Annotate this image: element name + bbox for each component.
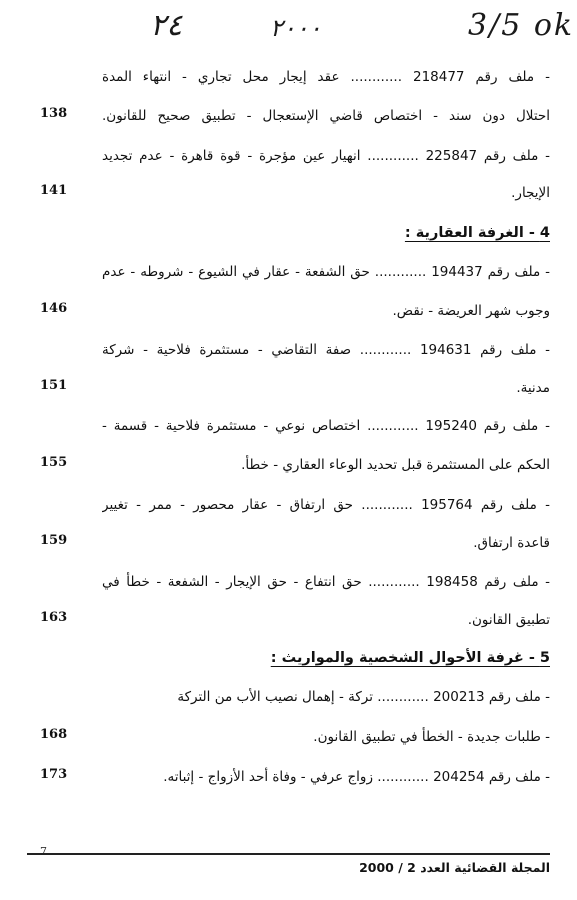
- entry-line: - ملف رقم 195240 ............ اختصاص نوعي - مستثمرة فلاحية - قسمة -: [102, 418, 550, 434]
- entry-line: وجوب شهر العريضة - نقض.: [392, 303, 550, 319]
- page-number: 138: [40, 106, 68, 121]
- page-number: 146: [40, 301, 68, 316]
- page-number: 159: [40, 533, 68, 548]
- entry-line: - ملف رقم 195764 ............ حق ارتفاق - عقار محصور - ممر - تغيير: [102, 497, 550, 513]
- entry-line: - ملف رقم 194437 ............ حق الشفعة - عقار في الشيوع - شروطه - عدم: [102, 264, 550, 280]
- section-heading: 4 - الغرفة العقارية :: [404, 225, 550, 241]
- handwritten-note-number: ٢٤: [150, 8, 183, 43]
- entry-line: - ملف رقم 225847 ............ انهيار عين مؤجرة - قوة قاهرة - عدم تجديد: [102, 148, 550, 164]
- handwritten-note-year: ٢٠٠٠: [270, 14, 322, 42]
- page-number: 173: [40, 767, 68, 782]
- footer-journal-title: المجلة القضائية العدد 2 / 2000: [359, 860, 550, 875]
- entry-line: تطبيق القانون.: [467, 612, 550, 628]
- page-number: 155: [40, 455, 68, 470]
- page-number: 141: [40, 183, 68, 198]
- page-number: 151: [40, 378, 68, 393]
- entry-line: الحكم على المستثمرة قبل تحديد الوعاء العقاري - خطأ.: [241, 457, 550, 473]
- entry-line: قاعدة ارتفاق.: [473, 535, 550, 551]
- entry-line: - طلبات جديدة - الخطأ في تطبيق القانون.: [313, 729, 550, 745]
- entry-line: احتلال دون سند - اختصاص قاضي الإستعجال - تطبيق صحيح للقانون.: [102, 108, 550, 124]
- section-heading: 5 - غرفة الأحوال الشخصية والمواريث :: [270, 650, 550, 666]
- entry-line: - ملف رقم 198458 ............ حق انتفاع - حق الإيجار - الشفعة - خطأ في: [102, 574, 550, 590]
- entry-line: - ملف رقم 194631 ............ صفة التقاضي - مستثمرة فلاحية - شركة: [102, 342, 550, 358]
- page-number: 168: [40, 727, 68, 742]
- entry-line: - ملف رقم 204254 ............ زواج عرفي - وفاة أحد الأزواج - إثباته.: [163, 769, 550, 785]
- handwritten-note-check: 3/5 ok: [468, 8, 575, 43]
- footer-divider: [27, 853, 550, 855]
- entry-line: الإيجار.: [511, 185, 550, 201]
- entry-line: - ملف رقم 200213 ............ تركة - إهمال نصيب الأب من التركة: [177, 689, 550, 705]
- entry-line: مدنية.: [516, 380, 550, 396]
- page-number: 163: [40, 610, 68, 625]
- footer-page-number: 7: [40, 845, 47, 858]
- entry-line: - ملف رقم 218477 ............ عقد إيجار محل تجاري - انتهاء المدة: [102, 69, 550, 85]
